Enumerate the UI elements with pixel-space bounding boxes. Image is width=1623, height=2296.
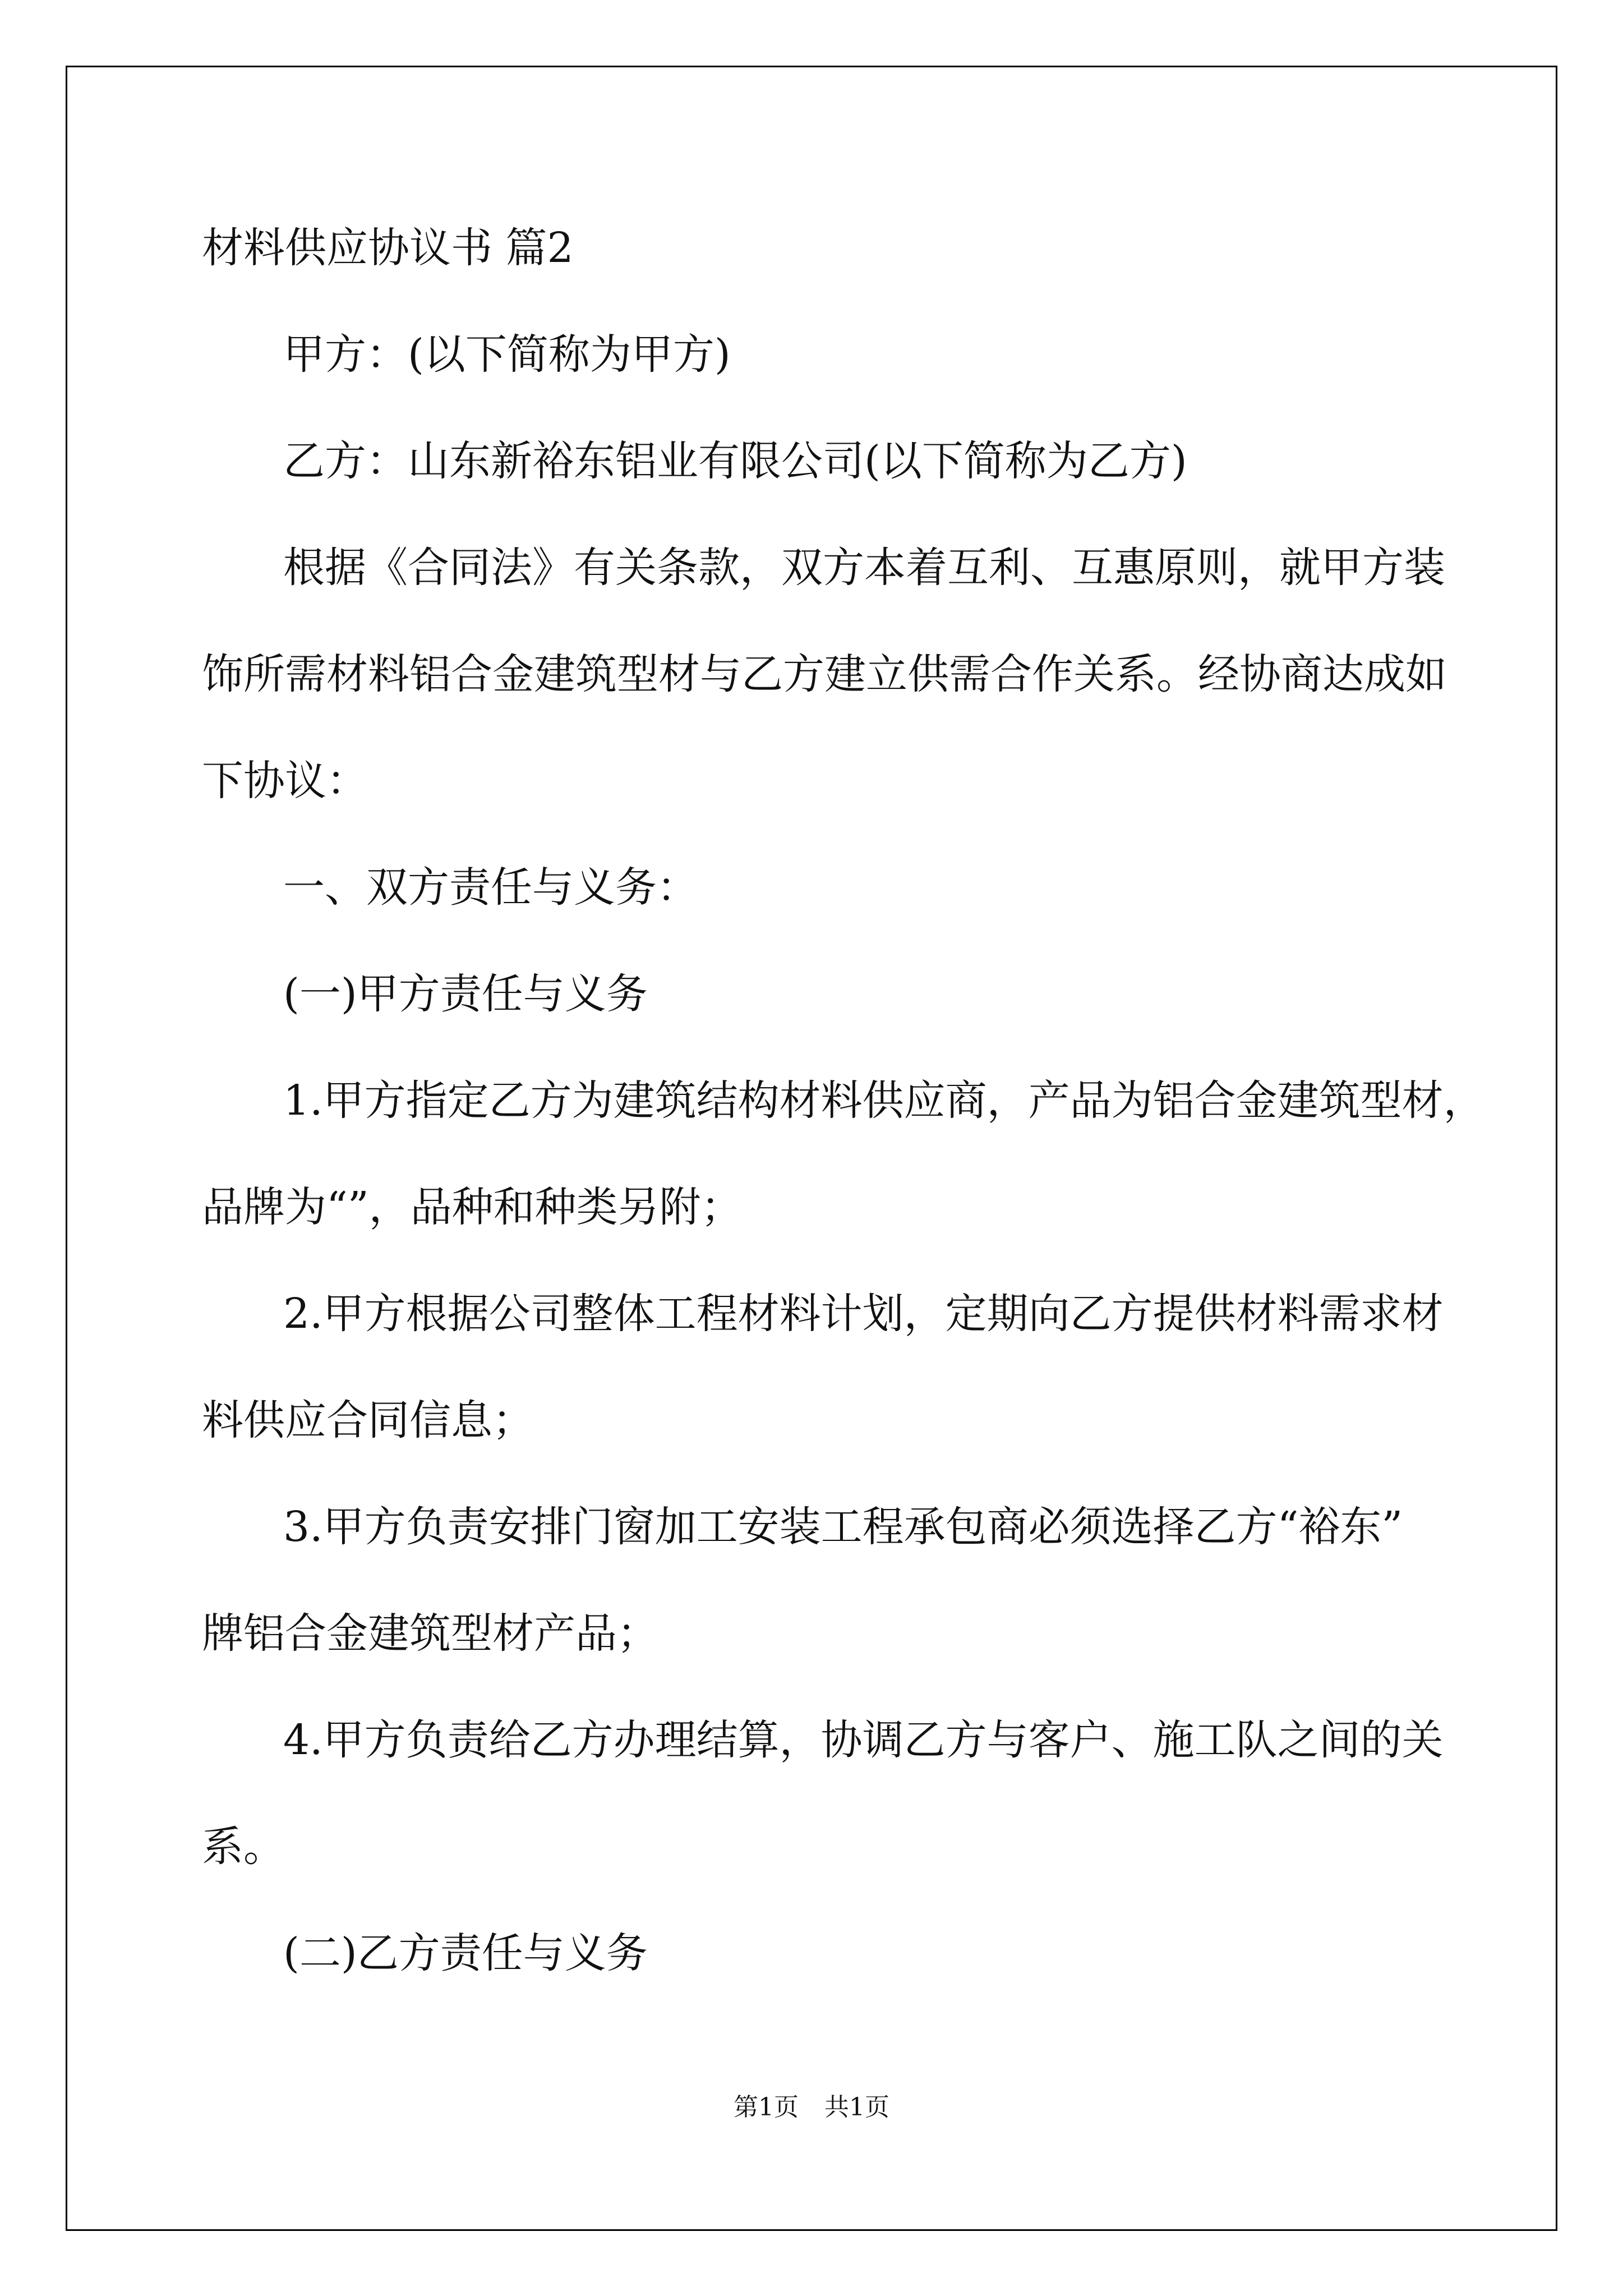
page-number-total: 共1页 (824, 2093, 889, 2122)
subsection-heading-a: (一)甲方责任与义务 (283, 970, 648, 1018)
section-heading-1: 一、双方责任与义务： (283, 863, 698, 912)
item-4-line-1: 4.甲方负责给乙方办理结算，协调乙方与客户、施工队之间的关 (283, 1716, 1444, 1764)
intro-line-3: 下协议： (202, 757, 368, 805)
page-footer (0, 2087, 1623, 2123)
intro-line-2: 饰所需材料铝合金建筑型材与乙方建立供需合作关系。经协商达成如 (202, 650, 1447, 698)
party-b-line: 乙方：山东新裕东铝业有限公司(以下简称为乙方) (283, 437, 1187, 485)
subsection-heading-b: (二)乙方责任与义务 (283, 1929, 648, 1977)
item-1-line-1: 1.甲方指定乙方为建筑结构材料供应商，产品为铝合金建筑型材， (283, 1076, 1485, 1125)
party-a-line: 甲方：(以下简称为甲方) (283, 330, 731, 379)
intro-line-1: 根据《合同法》有关条款，双方本着互利、互惠原则，就甲方装 (283, 544, 1445, 592)
item-3-line-2: 牌铝合金建筑型材产品； (202, 1609, 658, 1658)
item-2-line-1: 2.甲方根据公司整体工程材料计划，定期向乙方提供材料需求材 (283, 1290, 1444, 1338)
item-3-line-1: 3.甲方负责安排门窗加工安装工程承包商必须选择乙方“裕东” (283, 1503, 1403, 1551)
item-2-line-2: 料供应合同信息； (202, 1396, 534, 1444)
item-1-line-2: 品牌为“”，品种和种类另附； (202, 1183, 743, 1231)
document-title: 材料供应协议书 篇2 (202, 224, 574, 272)
page-number-current: 第1页 (734, 2093, 799, 2122)
item-4-line-2: 系。 (202, 1823, 285, 1871)
page-border (66, 66, 1557, 2231)
